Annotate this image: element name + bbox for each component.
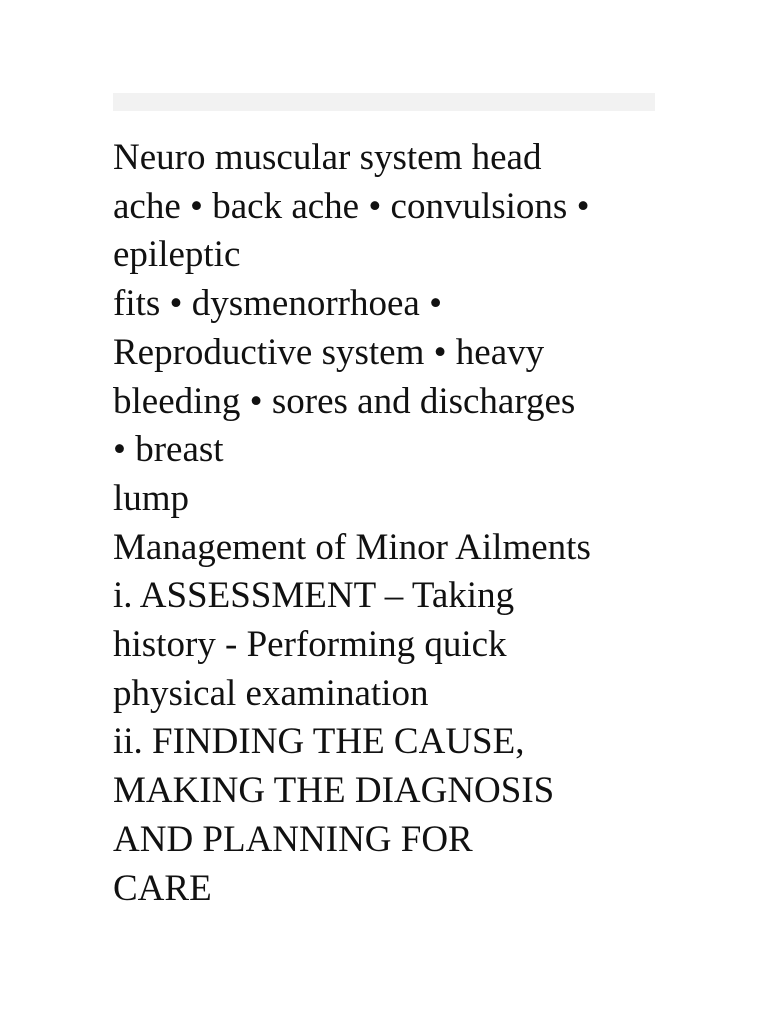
text-line: epileptic — [113, 234, 241, 276]
text-line: AND PLANNING FOR — [113, 818, 473, 860]
text-line: • breast — [113, 429, 224, 471]
text-line: ii. FINDING THE CAUSE, — [113, 721, 525, 763]
text-line: physical examination — [113, 672, 429, 714]
text-line: fits • dysmenorrhoea • — [113, 283, 443, 325]
document-text-block — [113, 134, 673, 913]
text-line: Neuro muscular system head — [113, 137, 542, 178]
text-line: ache • back ache • convulsions • — [113, 185, 590, 227]
top-placeholder-bar — [113, 93, 655, 111]
text-line: history - Performing quick — [113, 624, 507, 666]
text-line: lump — [113, 477, 190, 519]
text-line: CARE — [113, 867, 212, 909]
text-line: MAKING THE DIAGNOSIS — [113, 770, 555, 812]
section-heading: Management of Minor Ailments — [113, 526, 591, 568]
text-line: Reproductive system • heavy — [113, 331, 545, 373]
text-line: bleeding • sores and discharges — [113, 380, 576, 422]
text-line: i. ASSESSMENT – Taking — [113, 575, 515, 617]
